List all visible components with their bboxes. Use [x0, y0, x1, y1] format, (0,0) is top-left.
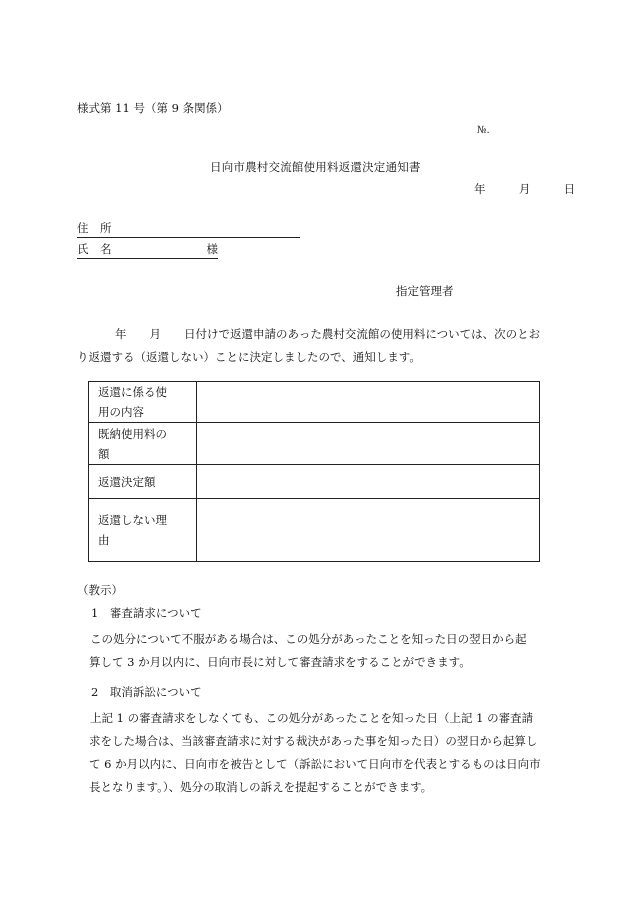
table-value-cell — [197, 465, 540, 499]
label-line: 由 — [98, 533, 110, 547]
label-line: 返還決定額 — [98, 474, 156, 489]
table-row — [89, 382, 540, 423]
section-2-line-3: て 6 か月以内に、日向市を被告として（訴訟において日向市を代表とするものは日向市 — [89, 757, 541, 771]
section-1-line-1: この処分について不服がある場合は、この処分があったことを知った日の翌日から起 — [90, 632, 527, 646]
label-line: 用の内容 — [98, 405, 144, 419]
section-2-title: 2 取消訴訟について — [91, 685, 202, 699]
name-label: 氏 名 — [77, 242, 112, 256]
document-title: 日向市農村交流館使用料返還決定通知書 — [210, 160, 421, 174]
name-field — [77, 244, 218, 259]
issue-date — [474, 184, 575, 196]
section-2-line-4: 長となります。）、処分の取消しの訴えを提起することができます。 — [89, 780, 433, 794]
instruction-heading: （教示） — [77, 583, 123, 597]
notice-body-line-1: 年 月 日付けで返還申請のあった農村交流館の使用料については、次のとお — [115, 327, 541, 341]
label-line: 返還しない理 — [98, 513, 167, 527]
table-row — [89, 423, 540, 465]
section-1-body — [77, 628, 557, 674]
table-label-cell — [89, 465, 197, 499]
date-month: 月 — [518, 182, 531, 196]
section-1-title: 1 審査請求について — [91, 606, 202, 620]
address-label: 住 所 — [77, 221, 112, 235]
notice-body-line-2: り返還する（返還しない）ことに決定しましたので、通知します。 — [77, 350, 421, 364]
section-2-line-1: 上記 1 の審査請求をしなくても、この処分があったことを知った日（上記 1 の審査請 — [90, 711, 534, 725]
address-field — [77, 223, 300, 238]
table-value-cell — [197, 499, 540, 562]
section-2-body — [77, 707, 559, 799]
designated-manager-label: 指定管理者 — [396, 284, 454, 298]
table-label-cell — [89, 382, 197, 423]
document-number-mark: №. — [477, 125, 490, 136]
refund-details-table — [88, 381, 540, 562]
table-label-cell — [89, 423, 197, 465]
table-value-cell — [197, 382, 540, 423]
honorific-label: 様 — [206, 242, 218, 256]
section-1-line-2: 算して 3 か月以内に、日向市長に対して審査請求をすることができます。 — [89, 655, 471, 669]
label-line: 額 — [98, 446, 110, 461]
table-row — [89, 499, 540, 562]
form-number-label: 様式第 11 号（第 9 条関係） — [77, 101, 229, 115]
table-row — [89, 465, 540, 499]
table-value-cell — [197, 423, 540, 465]
date-day: 日 — [563, 182, 576, 196]
date-year: 年 — [474, 182, 486, 196]
label-line: 既納使用料の — [98, 426, 167, 441]
table-label-cell — [89, 499, 197, 562]
notice-body — [77, 323, 560, 369]
section-2-line-2: 求をした場合は、当該審査請求に対する裁決があった事を知った日）の翌日から起算し — [89, 734, 538, 748]
label-line: 返還に係る使 — [98, 385, 167, 399]
